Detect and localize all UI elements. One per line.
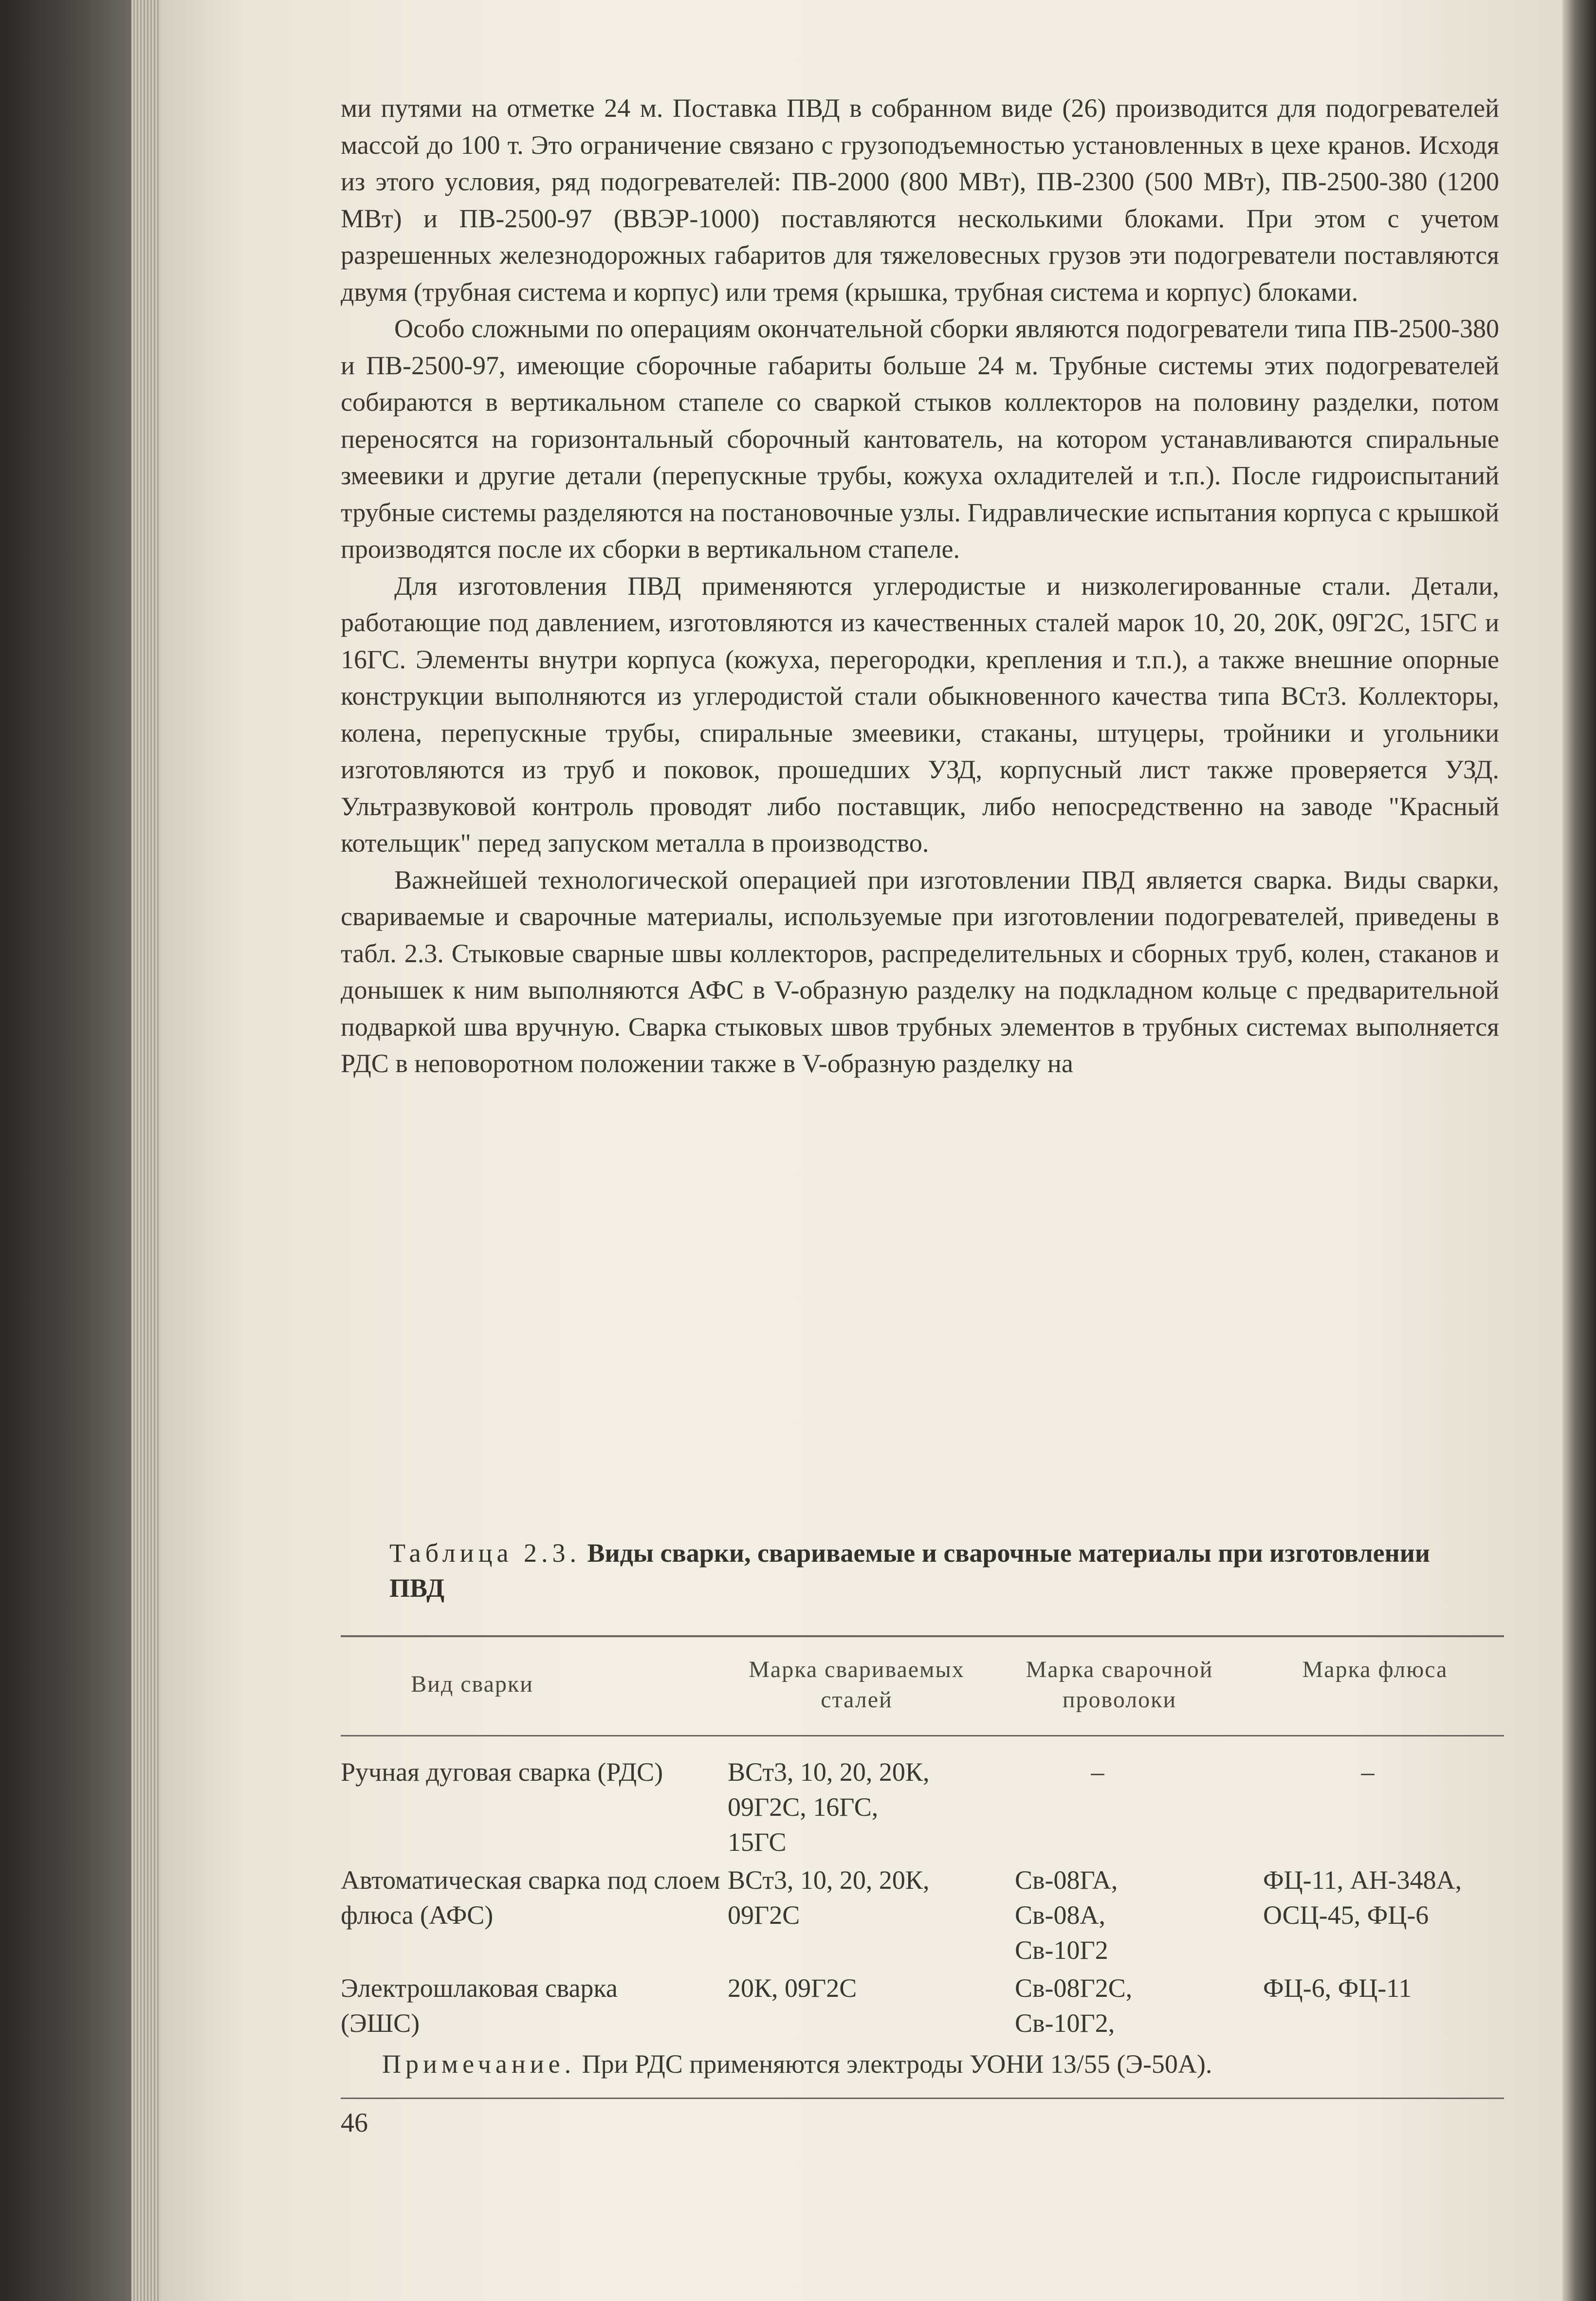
body-text: [341, 90, 1499, 1082]
cell-wire-grade: –: [1091, 1757, 1104, 1787]
page-number: 46: [341, 2108, 368, 2138]
cell-weld-type: Автоматическая сварка под слоем флюса (АФС): [341, 1865, 720, 1930]
cell-flux-grade: –: [1361, 1757, 1375, 1787]
cell-wire-grade: Св-08ГА, Св-08А, Св-10Г2: [1015, 1865, 1118, 1965]
page-right-edge: [1562, 0, 1596, 2301]
table-row: [341, 1863, 1504, 1971]
header-wire-grade: Марка сварочной проволоки: [1026, 1657, 1213, 1713]
header-flux-grade: Марка флюса: [1302, 1657, 1448, 1682]
table-note: [382, 2046, 1502, 2082]
header-weld-type: Вид сварки: [411, 1671, 533, 1697]
table-label: Таблица 2.3.: [389, 1538, 581, 1568]
table-title: Виды сварки, свариваемые и сварочные материалы при изготовлении ПВД: [389, 1538, 1430, 1603]
cell-flux-grade: ФЦ-6, ФЦ-11: [1263, 1973, 1412, 2003]
paragraph-1: ми путями на отметке 24 м. Поставка ПВД в собранном виде (26) производится для подогревателей массой до 100 т. Это ограничение связано с грузоподъемностью установленных в цехе кранов. Исходя из этого условия, ряд подогревателей: ПВ-2000 (800 МВт), ПВ-2300 (500 МВт), ПВ-2500-380 (1200 МВт) и ПВ-2500-97 (ВВЭР-1000) поставляются несколькими блоками. При этом с учетом разрешенных железнодорожных габаритов для тяжеловесных грузов эти подогреватели поставляются двумя (трубная система и корпус) или тремя (крышка, трубная система и корпус) блоками.: [341, 93, 1499, 307]
cell-wire-grade: Св-08Г2С, Св-10Г2,: [1015, 1973, 1133, 2038]
table-row: [341, 1754, 1504, 1863]
note-text: При РДС применяются электроды УОНИ 13/55 (Э-50А).: [582, 2049, 1212, 2079]
page-edges: [131, 0, 161, 2301]
table-row: [341, 1971, 1504, 2044]
cell-weld-type: Электрошлаковая сварка (ЭШС): [341, 1973, 618, 2038]
paragraph-4: Важнейшей технологической операцией при изготовлении ПВД является сварка. Виды сварки, свариваемые и сварочные материалы, используемые при изготовлении подогревателей, приведены в табл. 2.3. Стыковые сварные швы коллекторов, распределительных и сборных труб, колен, стаканов и донышек к ним выполняются АФС в V-образную разделку на подкладном кольце с предварительной подваркой шва вручную. Сварка стыковых швов трубных элементов в трубных системах выполняется РДС в неповоротном положении также в V-образную разделку на: [341, 865, 1499, 1078]
header-steel-grade: Марка свариваемых сталей: [749, 1657, 965, 1713]
note-label: Примечание.: [382, 2049, 576, 2079]
table-header-rule: [341, 1735, 1504, 1736]
table-body: [341, 1754, 1504, 2044]
table-caption: [389, 1535, 1460, 1606]
paragraph-3: Для изготовления ПВД применяются углеродистые и низколегированные стали. Детали, работающие под давлением, изготовляются из качественных сталей марок 10, 20, 20К, 09Г2С, 15ГС и 16ГС. Элементы внутри корпуса (кожуха, перегородки, крепления и т.п.), а также внешние опорные конструкции выполняются из углеродистой стали обыкновенного качества типа ВСт3. Коллекторы, колена, перепускные трубы, спиральные змеевики, стаканы, штуцеры, тройники и угольники изготовляются из труб и поковок, прошедших УЗД, корпусный лист также проверяется УЗД. Ультразвуковой контроль проводят либо поставщик, либо непосредственно на заводе "Красный котельщик" перед запуском металла в производство.: [341, 571, 1499, 858]
table-bottom-rule: [341, 2098, 1504, 2099]
cell-steel-grade: ВСт3, 10, 20, 20К, 09Г2С, 16ГС, 15ГС: [728, 1757, 930, 1857]
cell-weld-type: Ручная дуговая сварка (РДС): [341, 1757, 663, 1787]
cell-flux-grade: ФЦ-11, АН-348А, ОСЦ-45, ФЦ-6: [1263, 1865, 1462, 1930]
cell-steel-grade: 20К, 09Г2С: [728, 1973, 857, 2003]
paragraph-2: Особо сложными по операциям окончательной сборки являются подогреватели типа ПВ-2500-380 и ПВ-2500-97, имеющие сборочные габариты больше 24 м. Трубные системы этих подогревателей собираются в вертикальном стапеле со сваркой стыков коллекторов на половину разделки, потом переносятся на горизонтальный сборочный кантователь, на котором устанавливаются спиральные змеевики и другие детали (перепускные трубы, кожуха охладителей и т.п.). После гидроиспытаний трубные системы разделяются на постановочные узлы. Гидравлические испытания корпуса с крышкой производятся после их сборки в вертикальном стапеле.: [341, 314, 1499, 564]
cell-steel-grade: ВСт3, 10, 20, 20К, 09Г2С: [728, 1865, 930, 1930]
table-top-rule: [341, 1635, 1504, 1637]
